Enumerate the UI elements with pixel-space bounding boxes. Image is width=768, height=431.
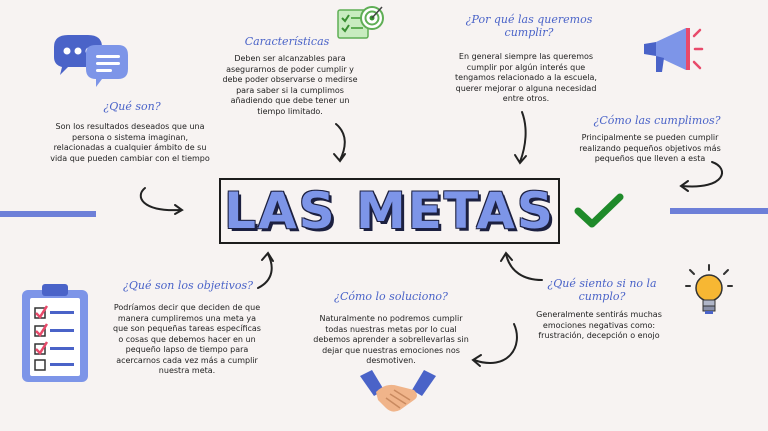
solucion-heading: ¿Cómo lo soluciono?: [334, 290, 448, 303]
objetivos-heading: ¿Qué son los objetivos?: [122, 279, 254, 292]
como-cumplimos-heading: ¿Cómo las cumplimos?: [593, 114, 721, 127]
arrow-que-siento: [500, 250, 546, 284]
caracteristicas-heading: Características: [244, 35, 330, 48]
que-siento-heading: ¿Qué siento si no la cumplo?: [547, 277, 657, 303]
arrow-como-cumplimos: [678, 160, 728, 194]
objetivos-text: Podríamos decir que deciden de que manera cumpliremos una meta ya que son pequeñas tareas específicas o cosas que debemos hacer en un pequeño lapso de tiempo para acercarnos cada vez más a cumplir nuestra meta.: [113, 303, 261, 375]
arrow-que-son: [135, 186, 187, 216]
target-checklist-icon: [336, 4, 384, 40]
arrow-por-que: [510, 110, 534, 166]
title-box: [219, 178, 560, 244]
right-divider-bar: [670, 208, 768, 214]
arrow-objetivos: [254, 250, 280, 292]
que-siento-text: Generalmente sentirás muchas emociones negativas como: frustración, decepción o enojo: [536, 310, 662, 340]
speech-bubbles-icon: [50, 33, 130, 89]
solucion-text: Naturalmente no podremos cumplir todas nuestras metas por lo cual debemos aprender a sobrellevarlas sin dejar que nuestras emociones nos desmotiven.: [313, 314, 469, 365]
como-cumplimos-text: Principalmente se pueden cumplir realizando pequeños objetivos más pequeños que lleven a esta: [579, 133, 721, 163]
que-son-heading: ¿Qué son?: [103, 100, 161, 113]
caracteristicas-text: Deben ser alcanzables para asegurarnos de poder cumplir y debe poder observarse o medirse para saber si la cumplimos añadiendo que debe tener un tiempo limitado.: [222, 54, 358, 116]
left-divider-bar: [0, 211, 96, 217]
arrow-solucion: [468, 320, 522, 374]
que-son-text: Son los resultados deseados que una persona o sistema imaginan, relacionadas a cualquier ámbito de su vida que pueden cambiar con el tiempo: [50, 122, 210, 163]
lightbulb-icon: [686, 264, 732, 322]
arrow-caracteristicas: [326, 122, 352, 164]
por-que-text: En general siempre las queremos cumplir por algún interés que tengamos relacionado a la escuela, querer mejorar o alguna necesidad entre otros.: [455, 52, 597, 103]
megaphone-icon: [640, 22, 702, 76]
handshake-icon: [360, 368, 436, 416]
page-title: LAS METAS: [224, 182, 555, 240]
clipboard-checklist-icon: [20, 282, 90, 384]
por-que-heading: ¿Por qué las queremos cumplir?: [465, 13, 593, 39]
checkmark-icon: [575, 193, 623, 229]
